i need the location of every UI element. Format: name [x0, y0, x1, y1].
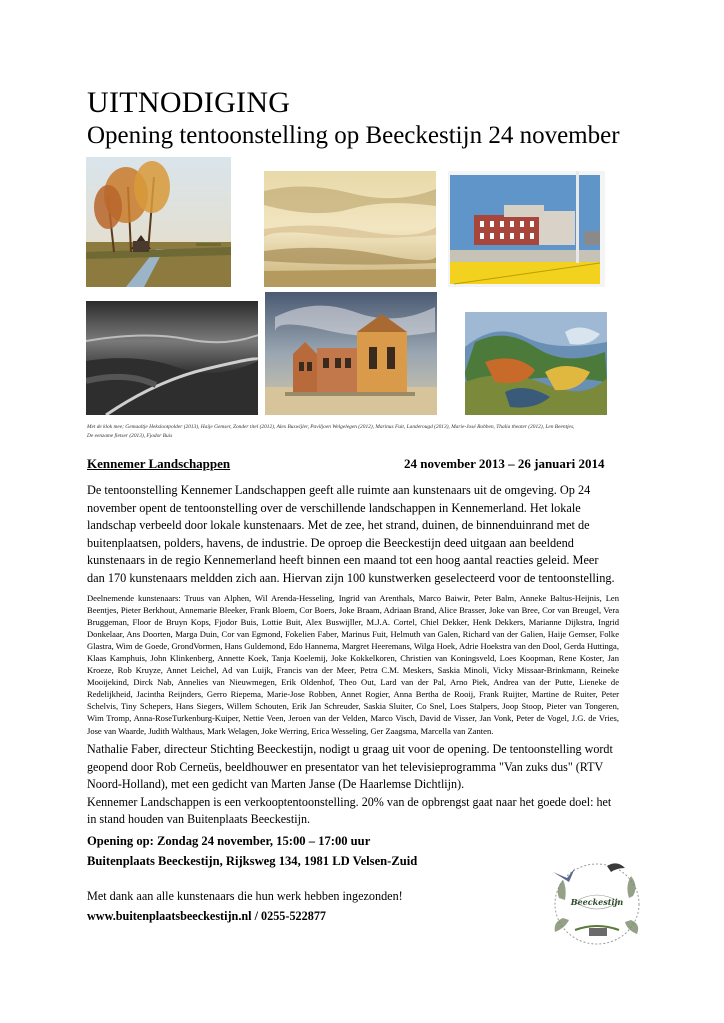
- opening-details: [87, 831, 417, 871]
- artwork-gemaaltje-hekslootpolder: [86, 157, 231, 287]
- invitation-paragraph: Nathalie Faber, directeur Stichting Beeckestijn, nodigt u graag uit voor de opening. De tentoonstelling wordt geopend door Rob Cerneüs, beeldhouwer en presentator van het televisieprogramma "Van zuks dus" (RTV Noord-Holland), met een gedicht van Marten Janse (De Haarlemse Dichtlijn).: [87, 742, 613, 792]
- exhibition-dates: 24 november 2013 – 26 januari 2014: [404, 456, 605, 471]
- image-caption: [87, 423, 607, 441]
- section-title: Kennemer Landschappen: [87, 456, 231, 471]
- opening-time: Opening op: Zondag 24 november, 15:00 – 17:00 uur: [87, 834, 371, 848]
- artwork-zonder-titel: [264, 171, 436, 287]
- beeckestijn-logo: [545, 858, 647, 950]
- page-subtitle: Opening tentoonstelling op Beeckestijn 24 november: [87, 122, 620, 149]
- artwork-landerougd: [265, 292, 437, 415]
- artwork-thalia-theater: [465, 312, 607, 415]
- invitation-text: [87, 741, 619, 829]
- artists-list: Deelnemende kunstenaars: Truus van Alphen, Wil Arenda-Hesseling, Ingrid van Arenthals, Marco Baiwir, Peter Balm, Anneke Baltus-Heijnis, Len Beentjes, Pieter Berkhout, Annemarie Bleeker, Frank Bloem, Cor Boers, Joke Braam, Adriaan Brand, Alice Brasser, Joke van Bree, Cor van Breugel, Vera Bruggeman, Floor de Bruyn Kops, Fjodor Buis, Lottie Buit, Alex Buswijller, M.J.A. Cortel, Chiel Dekker, Henk Dekkers, Marianne Dijkstra, Ingrid Donkelaar, Ans Doorten, Marga Duin, Cor van Egmond, Fokelien Faber, Marinus Fuit, Helmuth van Galen, Richard van der Galien, Haije Gemser, Folke Glastra, Wim de Goede, GrondVormen, Hans Guldemond, Edo Hannema, Margret Heeremans, Wilga Hoek, Adrie Hoekstra van den Dool, Gerda Huttinga, Klaas Kamphuis, John Klinkenberg, Annette Koek, Tanja Koelemij, Joke Kokkelkoren, Christien van Koningsveld, Loes Koopman, Rene Koster, Jan Kroeze, Rob Kruyze, Annet Leichel, Ad van Luijk, Francis van der Meer, Petra C.M. Meskers, Saskia Minoli, Vicky Missaar-Brinkmann, Reineke Mooijekind, Dirck Nab, Annelies van Nieuwmegen, Erik Oldenhof, Theo Out, Lard van der Pal, Arno Piek, Andrea van der Putte, Lieneke de Redelijkheid, Jacintha Reijnders, Gerro Riepema, Marie-Jose Robben, Annet Rogier, Anna Bertha de Rooij, Frank Ruijter, Martine de Ruiter, Peter Schelvis, Tiny Schepers, Hans Siegers, Willem Schouten, Erik Jan Schreuder, Saskia Sluiter, Co Snel, Loes Stalpers, Joop Stoop, Pieter van Tongeren, Wim Tromp, Anna-RoseTurkenburg-Kuiper, Nettie Veen, Jeroen van der Velden, Marco Visch, David de Visser, Jan Vonk, Peter de Vogel, J.G. de Vries, Jose van Waarde, Judith Walthaus, Mark Welagen, Joke Werring, Erica Wesseling, Ger Zaagsma, Marcella van Zanten.: [87, 593, 619, 736]
- opening-address: Buitenplaats Beeckestijn, Rijksweg 134, 1981 LD Velsen-Zuid: [87, 854, 418, 868]
- artwork-paviljoen-welgelegen: [444, 171, 605, 287]
- artwork-de-eenzame-fietser: [86, 301, 258, 415]
- thanks-text: Met dank aan alle kunstenaars die hun werk hebben ingezonden!: [87, 889, 403, 903]
- invitation-paragraph: Kennemer Landschappen is een verkooptentoonstelling. 20% van de opbrengst gaat naar het goede doel: het in stand houden van Buitenplaats Beeckestijn.: [87, 794, 612, 827]
- website-link[interactable]: www.buitenplaatsbeeckestijn.nl / 0255-522877: [87, 909, 327, 923]
- caption-line: Met de klok mee; Gemaaltje Hekslootpolder (2013), Haije Gemser, Zonder titel (2012), Alex Buswijler, Paviljoen Welgelegen (2012), Marinus Fuit, Landerougd (2013), Marie-José Robben, Thalia theater (2012), Len Beentjes,: [87, 424, 575, 430]
- intro-paragraph: De tentoonstelling Kennemer Landschappen geeft alle ruimte aan kunstenaars uit de omgeving. Op 24 november opent de tentoonstelling over de verschillende landschappen in Kennemerland. Het lokale landschap verbeeld door lokale kunstenaars. Met de zee, het strand, duinen, de binnenduinrand met de buitenplaatsen, polders, havens, de industrie. De oproep die Beeckestijn deed uitgaan aan beeldend kunstenaars in de regio Kennemerland heeft binnen een maand tot een hoog aantal reacties geleid. Meer dan 170 kunstenaars meldden zich aan. Hiervan zijn 100 kunstwerken geselecteerd voor de tentoonstelling.: [87, 483, 615, 585]
- page-title: UITNODIGING: [87, 86, 291, 119]
- caption-line: De eenzame fietser (2013), Fjodor Buis: [87, 433, 173, 439]
- logo-text: Beeckestijn: [570, 897, 624, 907]
